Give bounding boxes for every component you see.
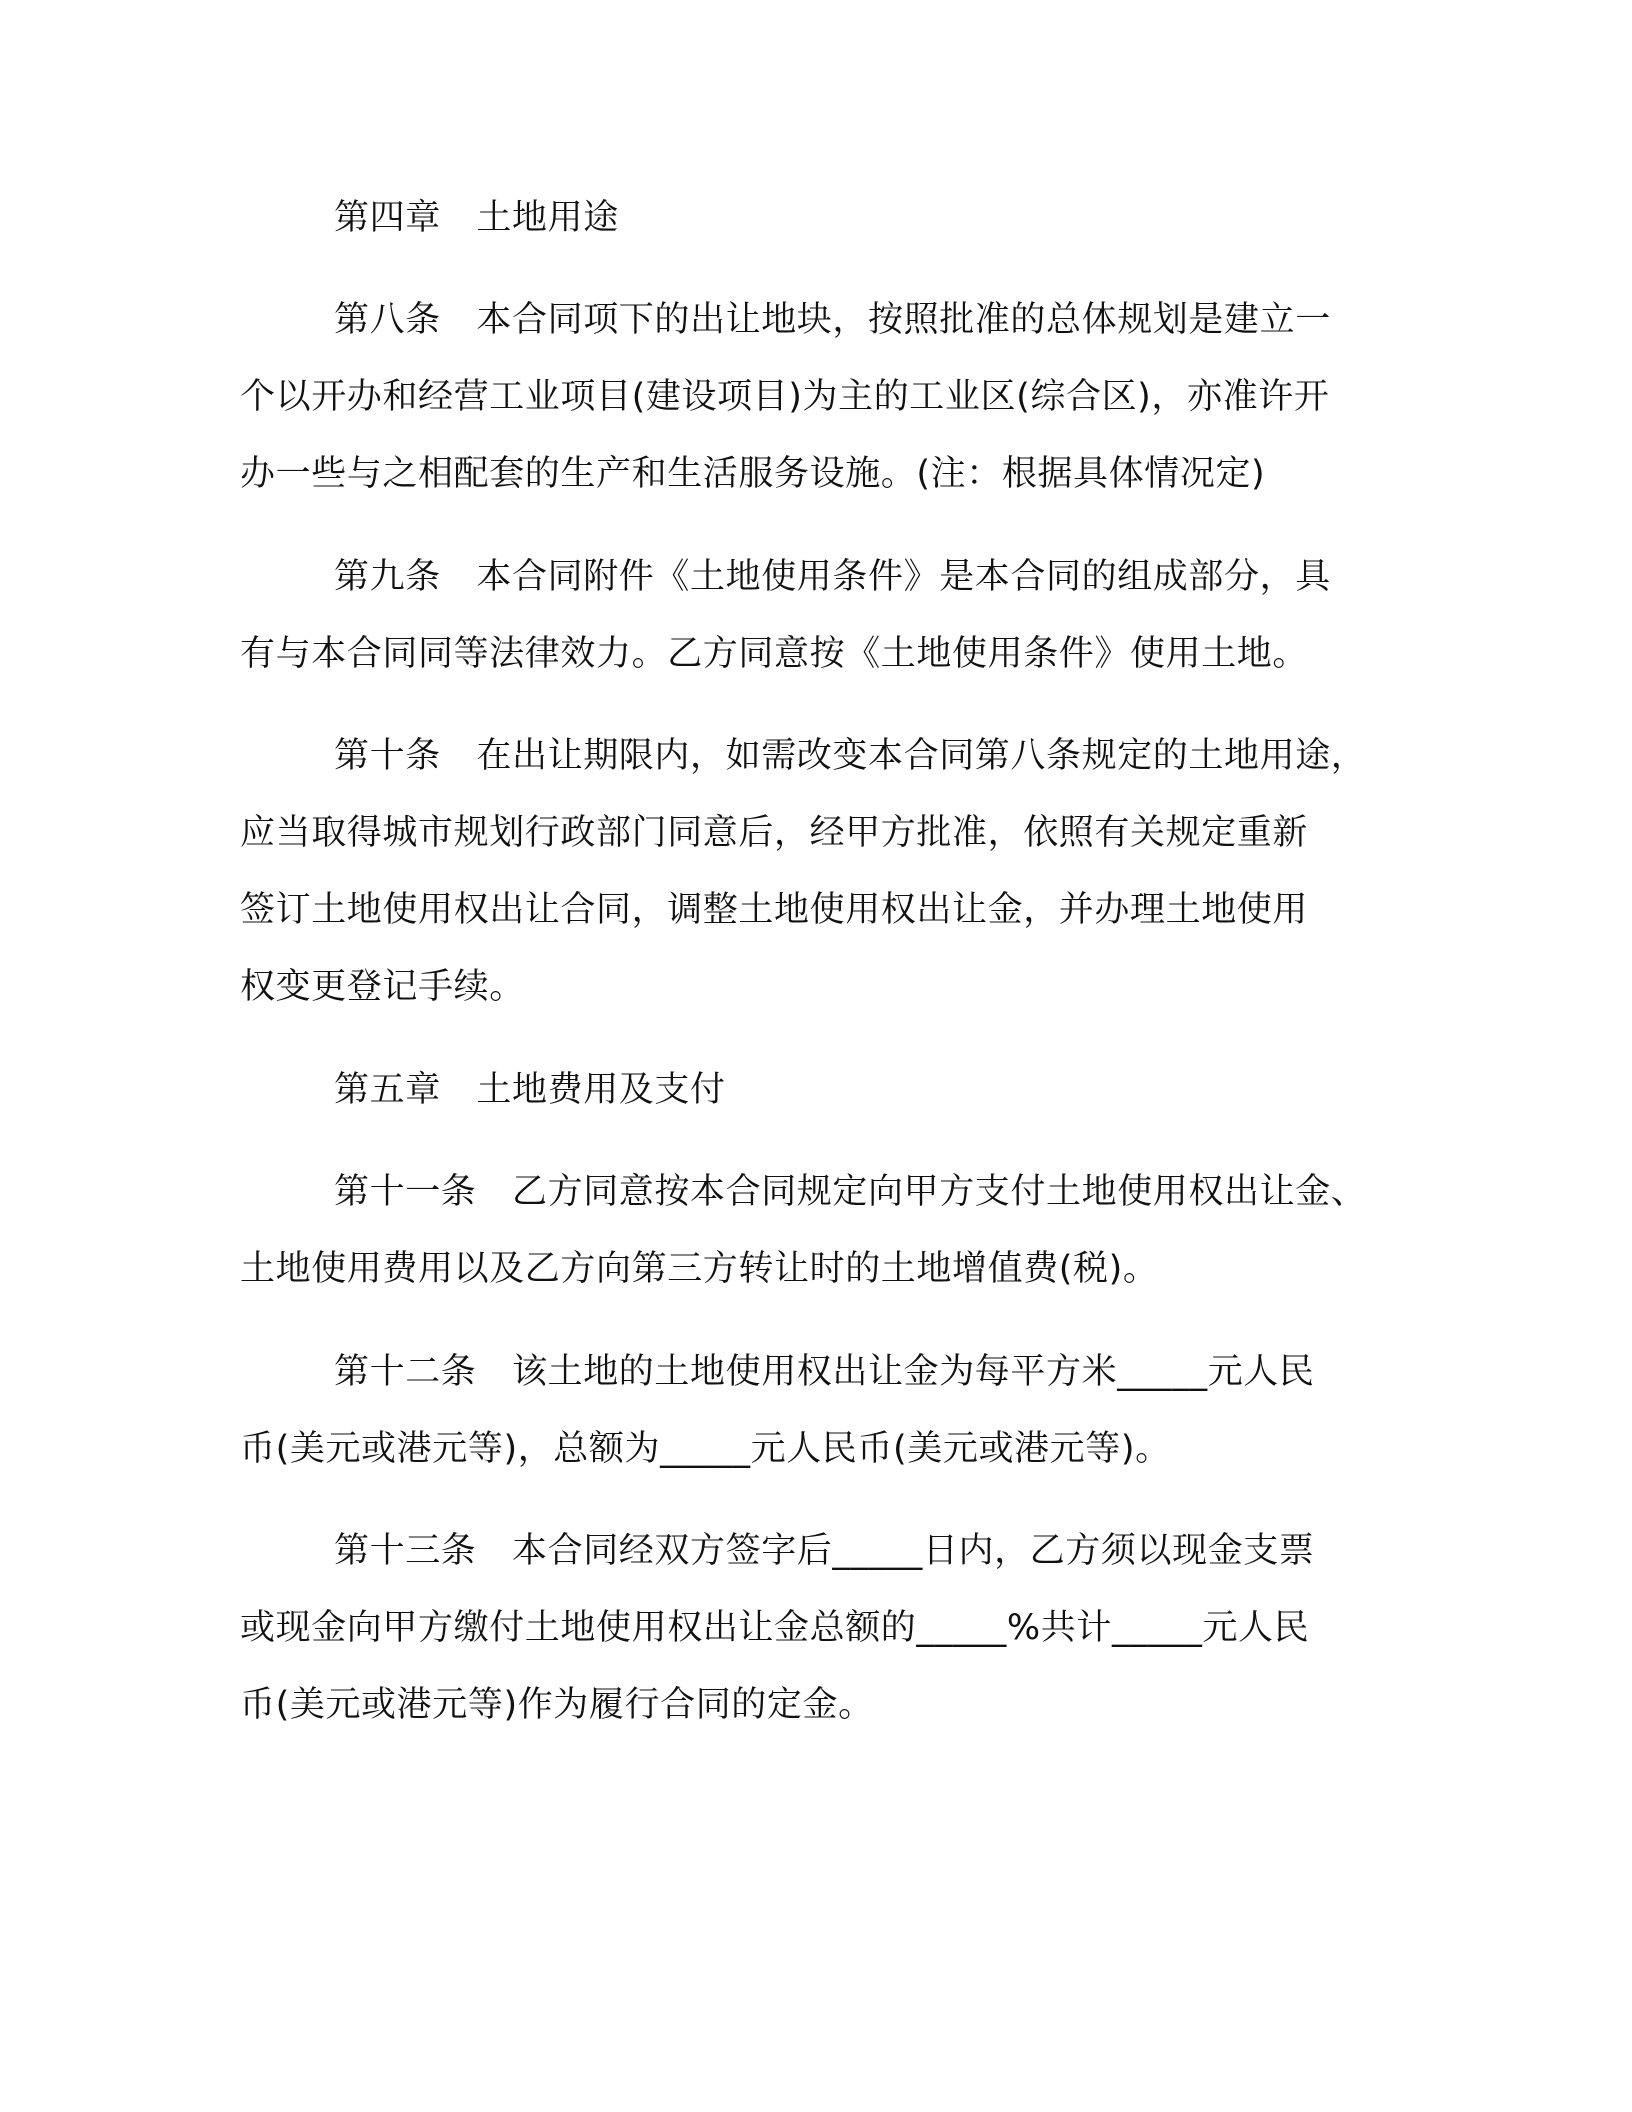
article-12-line-2: 币(美元或港元等)，总额为_____元人民币(美元或港元等)。 <box>240 1429 1171 1469</box>
article-10-line-2: 应当取得城市规划行政部门同意后，经甲方批准，依照有关规定重新 <box>240 813 1309 853</box>
article-13-line-1: 第十三条 本合同经双方签字后_____日内，乙方须以现金支票 <box>334 1531 1315 1571</box>
article-12-line-1: 第十二条 该土地的土地使用权出让金为每平方米_____元人民 <box>334 1352 1315 1392</box>
article-10-line-3: 签订土地使用权出让合同，调整土地使用权出让金，并办理土地使用 <box>240 890 1309 930</box>
article-13-line-2: 或现金向甲方缴付土地使用权出让金总额的_____%共计_____元人民 <box>240 1608 1310 1648</box>
article-9-line-1: 第九条 本合同附件《土地使用条件》是本合同的组成部分，具 <box>334 557 1331 597</box>
article-8-line-3: 办一些与之相配套的生产和生活服务设施。(注：根据具体情况定) <box>240 454 1266 494</box>
article-11-line-1: 第十一条 乙方同意按本合同规定向甲方支付土地使用权出让金、 <box>334 1172 1367 1212</box>
article-8-line-1: 第八条 本合同项下的出让地块，按照批准的总体规划是建立一 <box>334 300 1331 340</box>
article-8-line-2: 个以开办和经营工业项目(建设项目)为主的工业区(综合区)，亦准许开 <box>240 377 1330 417</box>
article-10-line-1: 第十条 在出让期限内，如需改变本合同第八条规定的土地用途， <box>334 736 1367 776</box>
article-11-line-2: 土地使用费用以及乙方向第三方转让时的土地增值费(税)。 <box>240 1249 1159 1289</box>
article-9-line-2: 有与本合同同等法律效力。乙方同意按《土地使用条件》使用土地。 <box>240 634 1309 674</box>
chapter-5-heading: 第五章 土地费用及支付 <box>334 1070 726 1110</box>
article-10-line-4: 权变更登记手续。 <box>240 967 525 1007</box>
article-13-line-3: 币(美元或港元等)作为履行合同的定金。 <box>240 1685 874 1725</box>
chapter-4-heading: 第四章 土地用途 <box>334 198 619 238</box>
